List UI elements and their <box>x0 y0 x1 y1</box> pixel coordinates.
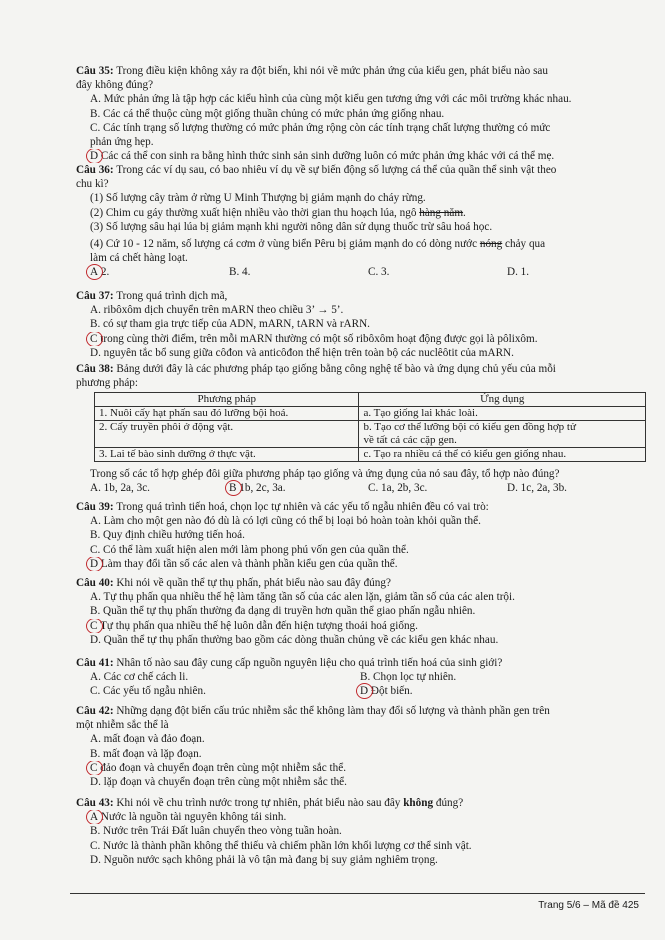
circle-mark-icon <box>86 557 103 571</box>
option-b[interactable]: B. Các cá thể thuộc cùng một giống thuần chủng có mức phản ứng giống nhau. <box>90 107 445 120</box>
stem-text: Nhân tố nào sau đây cung cấp nguồn nguyên liệu cho quá trình tiến hoá của sinh giới? <box>113 657 503 669</box>
item-text: . <box>463 206 466 219</box>
item-4 <box>76 234 646 251</box>
question-stem <box>76 576 646 590</box>
item-text: nóng <box>479 238 503 251</box>
option-b[interactable]: B. Quy định chiều hướng tiến hoá. <box>90 529 245 542</box>
option-text: trong cùng thời điểm, trên mỗi mARN thường có một số ribôxôm hoạt động được gọi là pôlixôm. <box>100 332 538 345</box>
stem-text: Trong quá trình tiến hoá, chọn lọc tự nhiên và các yếu tố ngẫu nhiên đều có vai trò: <box>113 501 489 513</box>
item-text: (2) Chim cu gáy thường xuất hiện nhiều vào thời gian thu hoạch lúa, ngô <box>90 206 420 219</box>
option-text: đảo đoạn và chuyển đoạn trên cùng một nhiễm sắc thể. <box>100 761 347 774</box>
question-41 <box>76 656 646 699</box>
cell-line: b. Tạo cơ thể lưỡng bội có kiểu gen đồng hợp tử <box>363 421 576 433</box>
stem-text: đây không đúng? <box>76 79 154 92</box>
option-letter: A <box>90 266 99 279</box>
stem-text: một nhiễm sắc thể là <box>76 719 169 732</box>
answer-mark <box>90 761 97 775</box>
question-number: Câu 37: <box>76 290 114 302</box>
question-number: Câu 36: <box>76 164 114 176</box>
question-stem <box>76 656 646 670</box>
option-d[interactable]: D. 1. <box>507 266 530 279</box>
stem-text: Trong điều kiện không xảy ra đột biến, khi nói về mức phản ứng của kiểu gen, phát biểu nào sau <box>113 65 548 77</box>
question-35 <box>76 64 646 163</box>
question-stem <box>76 163 646 177</box>
option-text: Tự thụ phấn qua nhiều thế hệ luôn dẫn đến hiện tượng thoái hoá giống. <box>100 619 418 632</box>
option-letter: D <box>360 685 369 698</box>
option-c[interactable]: C. 1a, 2b, 3c. <box>368 482 428 495</box>
stem-text: chu kì? <box>76 178 109 191</box>
table-header-row <box>95 393 646 407</box>
question-number: Câu 38: <box>76 363 114 375</box>
answer-mark <box>229 481 236 495</box>
question-stem <box>76 64 646 78</box>
option-text: 2. <box>100 266 110 279</box>
option-letter: B <box>229 482 237 495</box>
option-text: 1b, 2c, 3a. <box>236 482 286 495</box>
cell-line: về tất cả các cặp gen. <box>363 434 457 446</box>
item-text: hàng năm <box>419 206 464 219</box>
question-42 <box>76 704 646 789</box>
table-cell: c. Tạo ra nhiều cá thể có kiểu gen giống nhau. <box>359 448 646 462</box>
option-b[interactable]: B. 4. <box>229 266 251 279</box>
option-letter: D <box>90 150 99 163</box>
question-number: Câu 39: <box>76 501 114 513</box>
question-number: Câu 43: <box>76 797 114 809</box>
option-letter: A <box>90 811 99 824</box>
circle-mark-icon <box>86 761 103 775</box>
stem-text: Trong quá trình dịch mã, <box>113 290 228 302</box>
option-a[interactable]: A. 1b, 2a, 3c. <box>90 482 150 495</box>
stem-emphasis: không <box>403 797 434 809</box>
table-cell: 3. Lai tế bào sinh dưỡng ở thực vật. <box>95 448 359 462</box>
question-number: Câu 41: <box>76 657 114 669</box>
footer-divider <box>70 893 645 894</box>
question-40 <box>76 576 646 647</box>
option-c[interactable]: C. Nước là thành phần không thể thiếu và chiếm phần lớn khối lượng cơ thể sinh vật. <box>90 839 472 852</box>
stem-text: đúng? <box>433 797 464 809</box>
stem-text: Khi nói về quần thể tự thụ phấn, phát biểu nào sau đây đúng? <box>113 577 391 589</box>
table-header: Ứng dụng <box>359 393 646 407</box>
stem-text: Khi nói về chu trình nước trong tự nhiên, phát biểu nào sau đây <box>113 797 404 809</box>
option-d[interactable] <box>76 149 646 163</box>
option-b[interactable]: B. có sự tham gia trực tiếp của ADN, mARN, tARN và rARN. <box>90 318 370 331</box>
option-c[interactable]: C. 3. <box>368 266 390 279</box>
table-row <box>95 448 646 462</box>
option-c[interactable]: C. Các tính trạng số lượng thường có mức phản ứng rộng còn các tính trạng chất lượng thường có mức <box>90 121 551 134</box>
option-d[interactable]: D. Nguồn nước sạch không phải là vô tận mà đang bị suy giảm nghiêm trọng. <box>90 853 438 866</box>
table-cell: a. Tạo giống lai khác loài. <box>359 407 646 421</box>
option-a[interactable]: A. Làm cho một gen nào đó dù là có lợi cũng có thể bị loại bỏ hoàn toàn khỏi quần thể. <box>90 515 481 528</box>
options-row <box>76 670 646 684</box>
option-a[interactable]: A. Các cơ chế cách li. <box>90 671 189 684</box>
option-a[interactable]: A. mất đoạn và đảo đoạn. <box>90 733 205 746</box>
option-a[interactable]: A. Tự thụ phấn qua nhiều thế hệ làm tăng tần số của các alen lặn, giảm tần số của các alen trội. <box>90 591 515 604</box>
answer-mark <box>90 557 98 571</box>
question-39 <box>76 500 646 571</box>
table-cell <box>359 421 646 448</box>
answer-mark <box>360 684 368 698</box>
answer-mark <box>90 810 98 824</box>
options-row <box>76 265 646 279</box>
question-number: Câu 40: <box>76 577 114 589</box>
question-38 <box>76 362 646 390</box>
option-text: Nước là nguồn tài nguyên không tái sinh. <box>100 811 287 824</box>
circle-mark-icon <box>86 810 103 824</box>
circle-mark-icon <box>86 619 103 633</box>
option-d[interactable]: D. Quần thể tự thụ phấn thường bao gồm các dòng thuần chủng về các kiểu gen khác nhau. <box>90 633 499 646</box>
item-text: chảy qua <box>502 238 546 251</box>
question-stem <box>76 500 646 514</box>
question-38-options <box>76 467 646 495</box>
option-c[interactable]: C. Các yếu tố ngẫu nhiên. <box>90 685 206 698</box>
option-b[interactable]: B. Chọn lọc tự nhiên. <box>360 671 457 684</box>
table-header: Phương pháp <box>95 393 359 407</box>
option-c[interactable] <box>76 332 646 346</box>
option-b[interactable]: B. mất đoạn và lặp đoạn. <box>90 747 202 760</box>
options-row <box>76 481 646 495</box>
item-4-cont: làm cá chết hàng loạt. <box>90 252 188 265</box>
option-text: Làm thay đổi tần số các alen và thành phần kiểu gen của quần thể. <box>100 557 398 570</box>
table-row <box>95 407 646 421</box>
question-number: Câu 35: <box>76 65 114 77</box>
item-2 <box>76 206 646 220</box>
option-c-cont: phản ứng hẹp. <box>90 136 154 149</box>
item-text: (4) Cứ 10 - 12 năm, số lượng cá cơm ở vùng biển Pêru bị giảm mạnh do có dòng nước <box>90 238 480 251</box>
option-letter: C <box>90 761 98 774</box>
table-row <box>95 421 646 448</box>
option-d[interactable] <box>360 684 630 698</box>
item-1: (1) Số lượng cây tràm ở rừng U Minh Thượng bị giảm mạnh do cháy rừng. <box>90 192 426 205</box>
stem-text: Trong các ví dụ sau, có bao nhiêu ví dụ về sự biến động số lượng cá thể của quần thể sinh vật theo <box>113 164 557 176</box>
option-d[interactable]: D. nguyên tắc bổ sung giữa côđon và anticôđon thể hiện trên toàn bộ các nuclêôtit của mARN. <box>90 346 514 359</box>
option-c[interactable] <box>76 619 646 633</box>
question-stem <box>76 362 646 376</box>
item-3: (3) Số lượng sâu hại lúa bị giảm mạnh khi người nông dân sử dụng thuốc trừ sâu hoá học. <box>90 220 493 233</box>
stem-text: phương pháp: <box>76 377 139 390</box>
page-footer: Trang 5/6 – Mã đề 425 <box>538 900 639 911</box>
option-d[interactable] <box>76 557 646 571</box>
answer-mark <box>90 265 98 279</box>
option-b[interactable] <box>229 481 368 495</box>
option-c[interactable] <box>76 761 646 775</box>
question-number: Câu 42: <box>76 705 114 717</box>
option-a[interactable]: A. Mức phản ứng là tập hợp các kiểu hình của cùng một kiểu gen tương ứng với các môi trường khác nhau. <box>90 93 572 106</box>
option-text: Đột biến. <box>370 685 413 698</box>
table-cell: 2. Cấy truyền phôi ở động vật. <box>95 421 359 448</box>
option-c[interactable]: C. Có thể làm xuất hiện alen mới làm phong phú vốn gen của quần thể. <box>90 543 409 556</box>
method-table <box>94 392 646 462</box>
option-b[interactable]: B. Nước trên Trái Đất luân chuyển theo vòng tuần hoàn. <box>90 825 342 838</box>
question-stem <box>76 796 646 810</box>
answer-mark <box>90 619 97 633</box>
option-a[interactable] <box>90 265 229 279</box>
option-letter: D <box>90 557 99 570</box>
stem-text: Những dạng đột biến cấu trúc nhiễm sắc thể không làm thay đổi số lượng và thành phần gen trên <box>113 705 550 717</box>
option-letter: C <box>90 332 98 345</box>
option-b[interactable]: B. Quần thể tự thụ phấn thường đa dạng di truyền hơn quần thể giao phấn ngẫu nhiên. <box>90 605 476 618</box>
option-letter: C <box>90 619 98 632</box>
answer-mark <box>90 332 97 346</box>
question-36 <box>76 163 646 280</box>
table-cell: 1. Nuôi cấy hạt phấn sau đó lưỡng bội hoá. <box>95 407 359 421</box>
option-d[interactable]: D. 1c, 2a, 3b. <box>507 482 567 495</box>
option-d[interactable]: D. lặp đoạn và chuyển đoạn trên cùng một nhiễm sắc thể. <box>90 776 347 789</box>
question-stem <box>76 704 646 718</box>
circle-mark-icon <box>86 149 103 163</box>
question-37 <box>76 289 646 360</box>
options-row <box>76 684 646 698</box>
circle-mark-icon <box>86 332 103 346</box>
option-a[interactable]: A. ribôxôm dịch chuyển trên mARN theo chiều 3’ → 5’. <box>90 304 344 317</box>
stem-text: Trong số các tổ hợp ghép đôi giữa phương pháp tạo giống và ứng dụng của nó sau đây, tổ hợp nào đúng? <box>90 468 560 480</box>
option-a[interactable] <box>76 810 646 824</box>
stem-text: Bảng dưới đây là các phương pháp tạo giống bằng công nghệ tế bào và ứng dụng chủ yếu của mỗi <box>113 363 556 375</box>
question-stem <box>76 289 646 303</box>
option-text: Các cá thể con sinh ra bằng hình thức sinh sản sinh dưỡng luôn có mức phản ứng khác với cá thể mẹ. <box>100 150 555 163</box>
answer-mark <box>90 149 98 163</box>
question-43 <box>76 796 646 867</box>
